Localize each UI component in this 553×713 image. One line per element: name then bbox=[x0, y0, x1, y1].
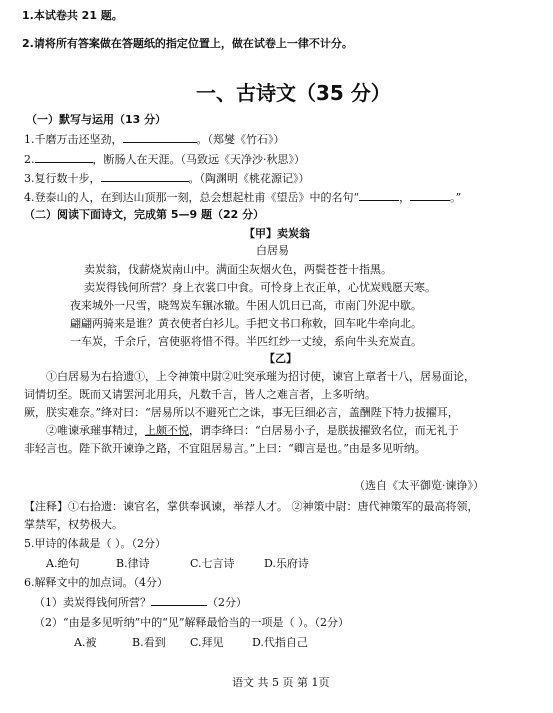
q6-option-d[interactable]: D.代指自己 bbox=[252, 636, 308, 649]
part2-heading: （二）阅读下面诗文，完成第 5—9 题（22 分） bbox=[24, 208, 265, 221]
poem-title: 【甲】卖炭翁 bbox=[244, 227, 310, 240]
q5-option-d[interactable]: D.乐府诗 bbox=[264, 557, 309, 570]
answer-blank[interactable] bbox=[151, 595, 207, 606]
poem-line: 翩翩两骑来是谁？黄衣使者白衫儿。手把文书口称敕，回车叱牛牵向北。 bbox=[70, 317, 422, 330]
q6-option-c[interactable]: C.拜见 bbox=[190, 636, 224, 649]
poem-line: 一车炭，千余斤，宫使驱将惜不得。半匹红纱一丈绫，系向牛头充炭直。 bbox=[70, 335, 422, 348]
q6-option-b[interactable]: B.看到 bbox=[132, 636, 166, 649]
question-3: 3.复行数十步， 。（陶渊明《桃花源记》） bbox=[24, 172, 310, 185]
poem-line: 卖炭得钱何所营？身上衣裳口中食。可怜身上衣正单，心忧炭贱愿天寒。 bbox=[84, 281, 436, 294]
part1-heading: （一）默写与运用（13 分） bbox=[26, 113, 167, 126]
annotation-line: 【注释】①右拾遗：谏官名，掌供奉讽谏，举荐人才。 ②神策中尉：唐代神策军的最高将领， bbox=[24, 500, 479, 513]
passage-line: 厥，朕实难奈。”绛对曰：“居易所以不避死亡之诛，事无巨细必言，盖酬陛下特力拔擢耳， bbox=[24, 406, 459, 419]
answer-blank[interactable] bbox=[410, 190, 450, 201]
answer-blank[interactable] bbox=[101, 171, 189, 182]
passage-line: 词情切至。既而又请罢河北用兵，凡数千言，皆人之难言者，上多听纳。 bbox=[24, 388, 376, 401]
poem-line: 夜来城外一尺雪，晓驾炭车辗冰辙。牛困人饥日已高，市南门外泥中歇。 bbox=[70, 299, 422, 312]
q6-option-a[interactable]: A.被 bbox=[74, 636, 97, 649]
passage-source: （选自《太平御览·谏诤》） bbox=[354, 479, 484, 492]
question-5: 5.甲诗的体裁是（ ）。（2分） bbox=[24, 537, 166, 550]
note-2: 2.请将所有答案做在答题纸的指定位置上，做在试卷上一律不计分。 bbox=[22, 37, 353, 50]
answer-blank[interactable] bbox=[123, 132, 197, 143]
passage-line: ②唯谏承璀事精过，上颇不悦，谓李绛曰：“白居易小子，是朕拔擢致名位，而无礼于 bbox=[46, 424, 459, 437]
answer-blank[interactable] bbox=[35, 152, 93, 163]
annotation-line: 掌禁军，权势极大。 bbox=[24, 518, 123, 531]
question-4: 4.登泰山的人，在到达山顶那一刻，总会想起杜甫《望岳》中的名句“ ， 。” bbox=[24, 191, 462, 204]
passage-line: 非轻言也。陛下欲开谏诤之路，不宜阻居易言。”上曰：“卿言是也。”由是多见听纳。 bbox=[24, 442, 426, 455]
question-1: 1.千磨万击还坚劲， 。（郑燮《竹石》） bbox=[24, 133, 285, 146]
section-title: 一、古诗文（35 分） bbox=[196, 81, 391, 105]
question-2: 2. ，断肠人在天涯。（马致远《天净沙·秋思》） bbox=[24, 153, 305, 166]
passage-title: 【乙】 bbox=[264, 352, 297, 365]
poem-author: 白居易 bbox=[256, 244, 289, 257]
q5-option-a[interactable]: A.绝句 bbox=[46, 557, 80, 570]
poem-line: 卖炭翁，伐薪烧炭南山中。满面尘灰烟火色，两鬓苍苍十指黑。 bbox=[84, 263, 392, 276]
q5-option-c[interactable]: C.七言诗 bbox=[190, 557, 235, 570]
page-footer: 语文 共 5 页 第 1页 bbox=[232, 676, 330, 689]
q5-option-b[interactable]: B.律诗 bbox=[116, 557, 150, 570]
question-6: 6.解释文中的加点词。（4分） bbox=[24, 576, 168, 589]
question-6-1: （1）卖炭得钱何所营？ （2分） bbox=[34, 596, 247, 609]
note-1: 1.本试卷共 21 题。 bbox=[22, 9, 123, 22]
question-6-2: （2）“由是多见听纳”中的“见”解释最恰当的一项是（ ）。（2分） bbox=[34, 616, 349, 629]
answer-blank[interactable] bbox=[359, 190, 399, 201]
passage-line: ①白居易为右拾遗①，上令神策中尉②吐突承璀为招讨使，谏官上章者十八，居易面论， bbox=[46, 370, 475, 383]
dotted-word: 上颇不悦 bbox=[145, 424, 189, 437]
